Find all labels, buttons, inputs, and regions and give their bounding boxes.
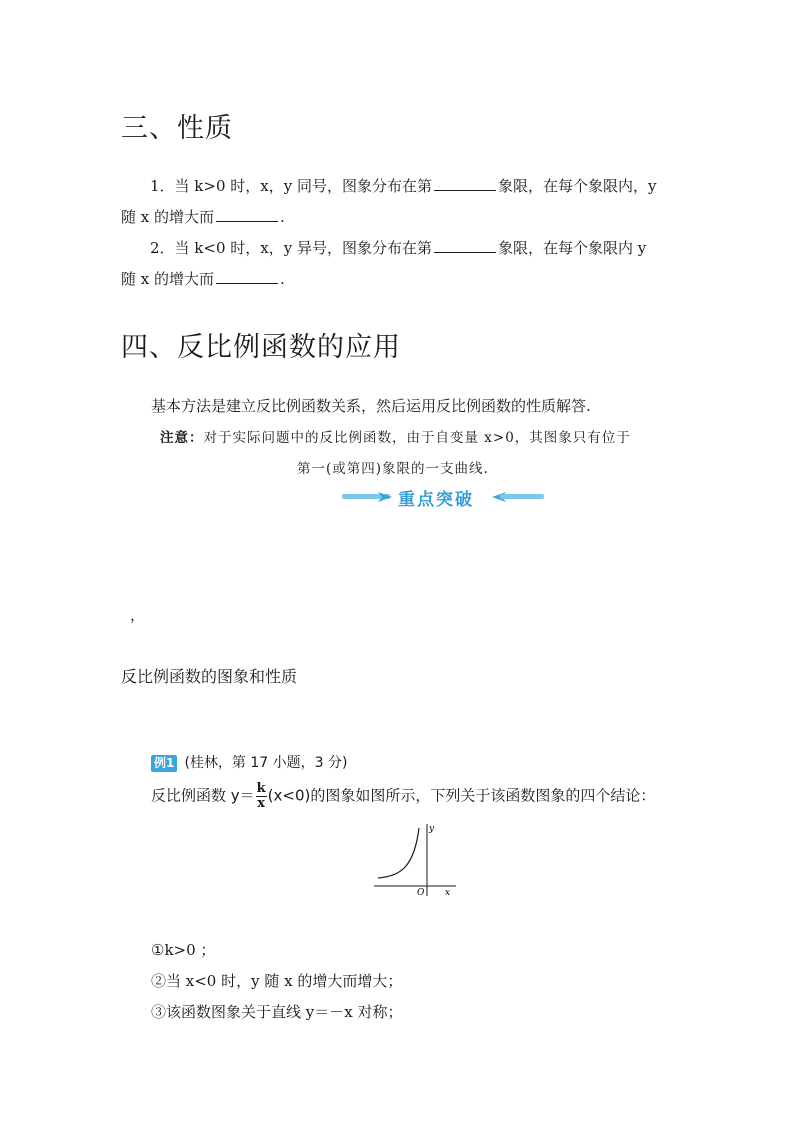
banner-title: 重点突破 (398, 490, 474, 510)
property-1-text-c: 随 x 的增大而 (121, 208, 214, 226)
note-text-1: 对于实际问题中的反比例函数，由于自变量 x>0，其图象只有位于 (203, 430, 631, 446)
fill-in-blank[interactable] (434, 240, 496, 253)
basic-method-text: 基本方法是建立反比例函数关系，然后运用反比例函数的性质解答. (151, 397, 591, 415)
conclusion-3: ③该函数图象关于直线 y＝－x 对称； (151, 1003, 403, 1021)
property-2-text-a: 2．当 k<0 时，x，y 异号，图象分布在第 (150, 239, 432, 257)
property-1-text-d: . (280, 208, 285, 226)
banner-line-right (500, 494, 544, 499)
property-2-line-1 (150, 237, 646, 258)
hyperbola-curve (378, 828, 419, 878)
property-1-text-b: 象限，在每个象限内，y (497, 177, 657, 195)
example-header (151, 752, 347, 772)
example-stem (151, 782, 655, 811)
topic-title: 反比例函数的图象和性质 (121, 667, 298, 686)
fill-in-blank[interactable] (216, 271, 278, 284)
note-label: 注意： (160, 430, 204, 446)
fraction-denominator: x (257, 796, 266, 811)
conclusion-1: ①k>0 ； (151, 941, 216, 959)
property-2-text-b: 象限，在每个象限内 y (497, 239, 647, 257)
fill-in-blank[interactable] (216, 209, 278, 222)
property-1-line-2 (121, 206, 285, 227)
example-source: (桂林，第 17 小题，3 分) (184, 755, 348, 771)
stray-mark: ， (130, 606, 146, 624)
banner-arrow-left-icon (378, 489, 394, 505)
fraction-k-over-x (256, 782, 267, 811)
hyperbola-graph (370, 820, 460, 900)
example-stem-a: 反比例函数 y＝ (151, 786, 255, 805)
note-line-2: 第一(或第四)象限的一支曲线. (297, 461, 489, 477)
property-1-text-a: 1．当 k>0 时，x，y 同号，图象分布在第 (150, 177, 432, 195)
property-2-text-d: . (280, 270, 285, 288)
origin-label: O (417, 888, 425, 898)
example-stem-b: (x<0)的图象如图所示，下列关于该函数图象的四个结论： (267, 786, 656, 805)
note-line-1 (160, 426, 631, 446)
x-axis-label: x (445, 888, 451, 898)
property-2-line-2 (121, 268, 285, 289)
conclusion-2: ②当 x<0 时，y 随 x 的增大而增大； (151, 972, 403, 990)
example-badge: 例1 (151, 755, 177, 772)
fill-in-blank[interactable] (434, 178, 496, 191)
y-axis-label: y (429, 824, 435, 834)
section-heading-applications: 四、反比例函数的应用 (121, 332, 401, 363)
section-heading-properties: 三、性质 (121, 113, 233, 144)
fraction-numerator: k (256, 781, 266, 796)
property-2-text-c: 随 x 的增大而 (121, 270, 214, 288)
property-1-line-1 (150, 175, 656, 196)
